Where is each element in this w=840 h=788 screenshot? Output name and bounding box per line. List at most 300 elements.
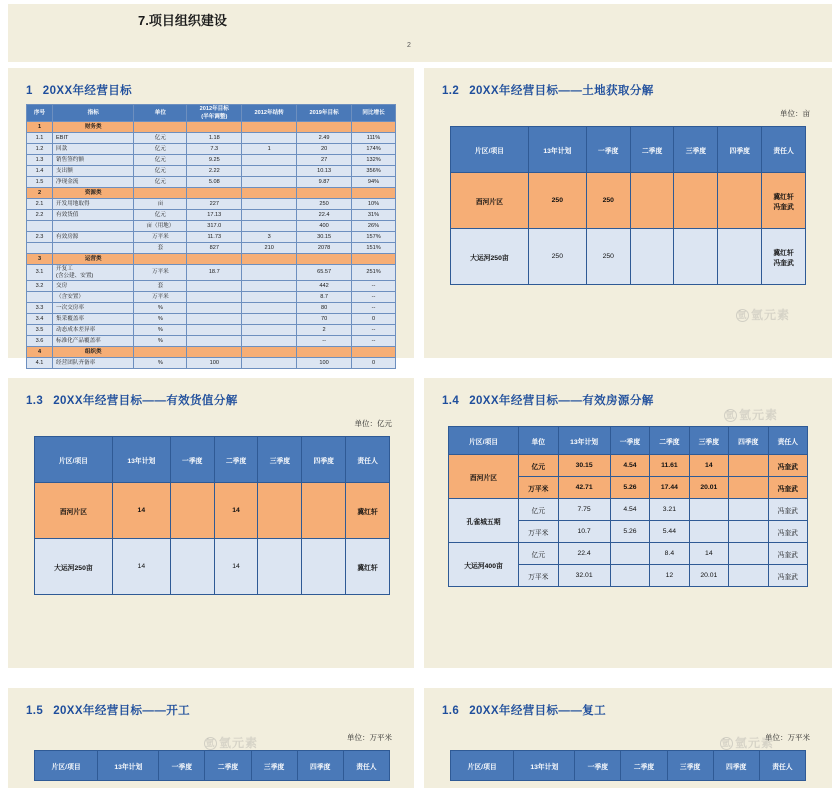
slide-1-2-unit: 单位：亩 <box>780 109 810 118</box>
slide-1-6-heading <box>442 702 606 718</box>
table-cell: 26% <box>352 221 396 232</box>
watermark: 氫 氫元素 <box>721 736 775 750</box>
table-cell <box>187 336 242 347</box>
table-row <box>27 243 396 254</box>
table-cell: 250 <box>586 229 630 285</box>
table-cell <box>53 221 134 232</box>
column-header: 责任人 <box>759 751 805 781</box>
table-cell <box>242 122 297 133</box>
table-cell <box>610 543 649 565</box>
row-label: 酉河片区 <box>35 483 113 539</box>
table-cell <box>258 483 302 539</box>
table-cell: 万平米 <box>134 265 187 281</box>
financial-target-table <box>26 104 396 369</box>
table-cell: 111% <box>352 133 396 144</box>
table-cell: 1.2 <box>27 144 53 155</box>
column-header: 二季度 <box>214 437 258 483</box>
table-cell <box>630 229 674 285</box>
table-row <box>449 499 808 521</box>
slide-1-5-unit: 单位：万平米 <box>347 733 392 742</box>
table-cell <box>297 347 352 358</box>
table-cell: 356% <box>352 166 396 177</box>
table-cell <box>242 221 297 232</box>
table-cell: -- <box>352 281 396 292</box>
table-cell: 227 <box>187 199 242 210</box>
table-cell <box>170 483 214 539</box>
column-header: 四季度 <box>718 127 762 173</box>
column-header: 2012年结转 <box>242 105 297 122</box>
column-header: 四季度 <box>302 437 346 483</box>
column-header: 片区/项目 <box>35 751 98 781</box>
row-label: 酉河片区 <box>449 455 519 499</box>
table-cell <box>297 254 352 265</box>
table-cell <box>134 122 187 133</box>
table-row <box>27 325 396 336</box>
table-cell <box>297 188 352 199</box>
watermark: 氫 氫元素 <box>725 408 779 422</box>
table-cell: 94% <box>352 177 396 188</box>
unit-cell: 万平米 <box>519 477 558 499</box>
table-cell: 22.4 <box>297 210 352 221</box>
table-cell <box>187 314 242 325</box>
table-row <box>35 483 390 539</box>
table-cell: 运营类 <box>53 254 134 265</box>
table-cell: 亿元 <box>134 144 187 155</box>
table-cell: 3.2 <box>27 281 53 292</box>
table-cell <box>53 243 134 254</box>
table-body <box>27 122 396 369</box>
table-cell <box>242 281 297 292</box>
table-cell: 8.7 <box>297 292 352 303</box>
column-header: 13年计划 <box>514 751 575 781</box>
table-cell: （含安置） <box>53 292 134 303</box>
table-cell <box>242 254 297 265</box>
table-header-row <box>35 437 390 483</box>
column-header: 二季度 <box>205 751 251 781</box>
table-cell: 2078 <box>297 243 352 254</box>
table-cell <box>302 539 346 595</box>
table-cell: 30.15 <box>558 455 610 477</box>
table-row <box>27 221 396 232</box>
table-cell: 2 <box>27 188 53 199</box>
table-cell: -- <box>352 336 396 347</box>
table-cell: 集采覆盖率 <box>53 314 134 325</box>
slide-1-3-unit: 单位：亿元 <box>354 419 392 428</box>
column-header: 片区/项目 <box>451 127 529 173</box>
table-row <box>35 539 390 595</box>
table-cell: 5.26 <box>610 477 649 499</box>
column-header: 片区/项目 <box>35 437 113 483</box>
unit-cell: 亿元 <box>519 455 558 477</box>
owner-cell: 冯奎武 <box>768 565 807 587</box>
table-cell: -- <box>352 292 396 303</box>
table-cell: 2.49 <box>297 133 352 144</box>
table-cell: 100 <box>187 358 242 369</box>
table-cell: 3.21 <box>650 499 689 521</box>
table-header-row <box>35 751 390 781</box>
banner-page-number: 2 <box>407 42 411 49</box>
table-cell <box>187 347 242 358</box>
column-header: 四季度 <box>713 751 759 781</box>
slide-1 <box>8 68 414 366</box>
table-row <box>27 265 396 281</box>
table-cell: 3 <box>242 232 297 243</box>
table-body <box>449 455 808 587</box>
table-row <box>27 144 396 155</box>
table-cell <box>27 292 53 303</box>
table-row <box>27 155 396 166</box>
table-cell: 4.1 <box>27 358 53 369</box>
table-cell: 有效房源 <box>53 232 134 243</box>
table-cell: 开发用地取得 <box>53 199 134 210</box>
table-cell: 10.7 <box>558 521 610 543</box>
table-cell <box>242 265 297 281</box>
table-cell: 3.3 <box>27 303 53 314</box>
row-label: 大运河400亩 <box>449 543 519 587</box>
table-cell: 250 <box>297 199 352 210</box>
owner-cell: 冯奎武 <box>768 477 807 499</box>
table-row <box>451 229 806 285</box>
column-header: 13年计划 <box>558 427 610 455</box>
table-row <box>27 122 396 133</box>
column-header: 指标 <box>53 105 134 122</box>
column-header: 一季度 <box>575 751 621 781</box>
table-cell <box>27 243 53 254</box>
table-cell: 14 <box>112 483 170 539</box>
table-row <box>27 254 396 265</box>
table-cell: 20 <box>297 144 352 155</box>
slide-1-4-heading <box>442 392 654 408</box>
table-header-row <box>449 427 808 455</box>
slide-1-3-heading <box>26 392 238 408</box>
column-header: 责任人 <box>343 751 389 781</box>
table-cell <box>718 173 762 229</box>
table-cell: 0 <box>352 314 396 325</box>
table-cell: -- <box>297 336 352 347</box>
column-header: 2019年目标 <box>297 105 352 122</box>
table-cell: % <box>134 325 187 336</box>
construction-resume-table <box>450 750 806 781</box>
table-cell: 10.13 <box>297 166 352 177</box>
table-cell <box>187 122 242 133</box>
table-cell <box>729 499 768 521</box>
table-cell: 132% <box>352 155 396 166</box>
table-cell <box>242 133 297 144</box>
column-header: 13年计划 <box>112 437 170 483</box>
table-cell <box>674 173 718 229</box>
table-cell: 冀红轩 冯奎武 <box>762 229 806 285</box>
table-cell <box>352 254 396 265</box>
table-cell: 100 <box>297 358 352 369</box>
table-cell <box>170 539 214 595</box>
table-cell <box>242 325 297 336</box>
slide-1-2-heading <box>442 82 654 98</box>
slide-1-3-title: 20XX年经营目标——有效货值分解 <box>53 395 238 407</box>
table-cell: 157% <box>352 232 396 243</box>
column-header: 一季度 <box>159 751 205 781</box>
column-header: 片区/项目 <box>451 751 514 781</box>
table-cell <box>242 199 297 210</box>
table-cell: 1.1 <box>27 133 53 144</box>
table-cell: 3.5 <box>27 325 53 336</box>
table-cell: 1 <box>242 144 297 155</box>
table-row <box>449 455 808 477</box>
table-cell: 亿元 <box>134 177 187 188</box>
table-cell: 11.73 <box>187 232 242 243</box>
slide-1-6-title: 20XX年经营目标——复工 <box>469 705 607 717</box>
table-cell: 交房 <box>53 281 134 292</box>
owner-cell: 冯奎武 <box>768 499 807 521</box>
column-header: 二季度 <box>630 127 674 173</box>
slide-1-4-number: 1.4 <box>442 395 460 407</box>
table-cell: 1 <box>27 122 53 133</box>
table-cell: % <box>134 303 187 314</box>
owner-cell: 冯奎武 <box>768 543 807 565</box>
column-header: 三季度 <box>251 751 297 781</box>
construction-start-table <box>34 750 390 781</box>
table-cell <box>242 336 297 347</box>
slide-1-title: 20XX年经营目标 <box>42 85 133 97</box>
table-cell: 7.3 <box>187 144 242 155</box>
watermark: 氫 氫元素 <box>205 736 259 750</box>
table-cell <box>302 483 346 539</box>
table-row <box>27 199 396 210</box>
table-cell <box>187 325 242 336</box>
slide-1-number: 1 <box>26 85 33 97</box>
table-cell: 3.6 <box>27 336 53 347</box>
table-cell: 亿元 <box>134 210 187 221</box>
table-header-row <box>451 751 806 781</box>
slide-1-6 <box>424 688 832 788</box>
table-cell: 资源类 <box>53 188 134 199</box>
table-cell: 27 <box>297 155 352 166</box>
column-header: 三季度 <box>258 437 302 483</box>
table-row <box>27 347 396 358</box>
column-header: 2012年目标 (半年调整) <box>187 105 242 122</box>
table-cell <box>729 521 768 543</box>
table-cell <box>352 188 396 199</box>
watermark: 氫 氫元素 <box>737 308 791 322</box>
table-cell: 18.7 <box>187 265 242 281</box>
column-header: 一季度 <box>610 427 649 455</box>
row-label: 大运河250亩 <box>35 539 113 595</box>
column-header: 13年计划 <box>98 751 159 781</box>
row-label: 酉河片区 <box>451 173 529 229</box>
table-cell: 3 <box>27 254 53 265</box>
table-cell: 7.75 <box>558 499 610 521</box>
table-cell: 亿元 <box>134 155 187 166</box>
column-header: 责任人 <box>346 437 390 483</box>
table-row <box>27 210 396 221</box>
table-cell <box>27 221 53 232</box>
table-row <box>27 336 396 347</box>
table-body <box>451 173 806 285</box>
column-header: 责任人 <box>762 127 806 173</box>
table-cell: 250 <box>586 173 630 229</box>
slide-1-4-title: 20XX年经营目标——有效房源分解 <box>469 395 654 407</box>
table-cell: % <box>134 336 187 347</box>
table-row <box>449 543 808 565</box>
table-cell: 万平米 <box>134 292 187 303</box>
table-cell <box>242 188 297 199</box>
table-cell <box>187 292 242 303</box>
table-cell: -- <box>352 325 396 336</box>
table-cell: 4.54 <box>610 455 649 477</box>
table-row <box>27 281 396 292</box>
column-header: 单位 <box>519 427 558 455</box>
slide-1-3 <box>8 378 414 668</box>
table-cell: 2.3 <box>27 232 53 243</box>
table-cell: 套 <box>134 243 187 254</box>
table-cell: 亿元 <box>134 133 187 144</box>
column-header: 四季度 <box>729 427 768 455</box>
column-header: 单位 <box>134 105 187 122</box>
table-cell: 回款 <box>53 144 134 155</box>
table-cell: 80 <box>297 303 352 314</box>
table-cell: 31% <box>352 210 396 221</box>
table-cell <box>134 347 187 358</box>
table-cell <box>187 303 242 314</box>
table-cell: 14 <box>112 539 170 595</box>
slide-1-4 <box>424 378 832 668</box>
table-cell: 3.1 <box>27 265 53 281</box>
table-cell: 14 <box>689 455 728 477</box>
table-row <box>451 173 806 229</box>
table-cell: 财务类 <box>53 122 134 133</box>
table-row <box>27 314 396 325</box>
table-cell: 174% <box>352 144 396 155</box>
table-cell: 1.3 <box>27 155 53 166</box>
table-cell: -- <box>352 303 396 314</box>
table-cell <box>674 229 718 285</box>
unit-cell: 万平米 <box>519 565 558 587</box>
table-cell: % <box>134 358 187 369</box>
table-cell: 22.4 <box>558 543 610 565</box>
table-cell <box>630 173 674 229</box>
table-header-row <box>27 105 396 122</box>
slide-1-6-unit: 单位：万平米 <box>765 733 810 742</box>
table-cell: 万平米 <box>134 232 187 243</box>
table-cell: 14 <box>689 543 728 565</box>
table-cell <box>718 229 762 285</box>
owner-cell: 冯奎武 <box>768 521 807 543</box>
slide-banner <box>8 4 832 62</box>
table-cell: 251% <box>352 265 396 281</box>
table-cell: 2.1 <box>27 199 53 210</box>
table-cell: 20.01 <box>689 477 728 499</box>
table-cell: 4.54 <box>610 499 649 521</box>
table-cell: 1.5 <box>27 177 53 188</box>
table-cell <box>297 122 352 133</box>
owner-cell: 冯奎武 <box>768 455 807 477</box>
table-cell: 250 <box>528 229 586 285</box>
unit-cell: 亿元 <box>519 499 558 521</box>
column-header: 一季度 <box>586 127 630 173</box>
table-cell: 组织类 <box>53 347 134 358</box>
effective-value-table <box>34 436 390 595</box>
row-label: 孔雀城五期 <box>449 499 519 543</box>
column-header: 四季度 <box>297 751 343 781</box>
table-cell <box>242 210 297 221</box>
table-cell: 11.61 <box>650 455 689 477</box>
table-cell: 2.2 <box>27 210 53 221</box>
table-cell: 827 <box>187 243 242 254</box>
slide-1-5-heading <box>26 702 190 718</box>
table-cell: 亿元 <box>134 166 187 177</box>
table-cell: 1.4 <box>27 166 53 177</box>
table-cell: 9.25 <box>187 155 242 166</box>
table-cell: 1.18 <box>187 133 242 144</box>
table-cell: 销售签约额 <box>53 155 134 166</box>
table-cell: 5.08 <box>187 177 242 188</box>
column-header: 一季度 <box>170 437 214 483</box>
table-cell <box>242 358 297 369</box>
table-row <box>27 232 396 243</box>
table-cell <box>242 314 297 325</box>
table-cell <box>242 166 297 177</box>
table-cell: 42.71 <box>558 477 610 499</box>
column-header: 责任人 <box>768 427 807 455</box>
table-cell: 冀红轩 <box>346 483 390 539</box>
table-cell <box>729 455 768 477</box>
slide-1-2-number: 1.2 <box>442 85 460 97</box>
table-cell: 14 <box>214 483 258 539</box>
slide-1-heading <box>26 82 132 98</box>
table-cell: 冀红轩 <box>346 539 390 595</box>
table-cell: 4 <box>27 347 53 358</box>
table-cell: 动态成本差异率 <box>53 325 134 336</box>
table-cell <box>134 188 187 199</box>
table-cell <box>242 347 297 358</box>
table-cell <box>242 303 297 314</box>
table-cell: 标准化产品覆盖率 <box>53 336 134 347</box>
table-cell <box>242 177 297 188</box>
table-row <box>27 133 396 144</box>
table-cell: 净现金流 <box>53 177 134 188</box>
table-cell: 210 <box>242 243 297 254</box>
table-cell <box>187 188 242 199</box>
table-cell <box>187 254 242 265</box>
column-header: 13年计划 <box>528 127 586 173</box>
table-cell <box>729 477 768 499</box>
table-cell: 支出额 <box>53 166 134 177</box>
table-cell: 8.4 <box>650 543 689 565</box>
table-cell: 2 <box>297 325 352 336</box>
land-acquisition-table <box>450 126 806 285</box>
table-cell: 14 <box>214 539 258 595</box>
table-cell: 30.15 <box>297 232 352 243</box>
slide-1-2-title: 20XX年经营目标——土地获取分解 <box>469 85 654 97</box>
table-cell: 10% <box>352 199 396 210</box>
table-cell: 17.44 <box>650 477 689 499</box>
table-cell <box>689 521 728 543</box>
column-header: 二季度 <box>650 427 689 455</box>
table-cell: 12 <box>650 565 689 587</box>
slide-1-2 <box>424 68 832 358</box>
table-cell <box>242 155 297 166</box>
unit-cell: 万平米 <box>519 521 558 543</box>
table-cell: 有效货值 <box>53 210 134 221</box>
table-cell: % <box>134 314 187 325</box>
table-cell: 5.26 <box>610 521 649 543</box>
banner-title: 7.项目组织建设 <box>138 13 227 28</box>
table-row <box>27 358 396 369</box>
table-cell: 70 <box>297 314 352 325</box>
table-cell <box>352 122 396 133</box>
table-cell <box>134 254 187 265</box>
table-cell <box>242 292 297 303</box>
table-cell: 3.4 <box>27 314 53 325</box>
